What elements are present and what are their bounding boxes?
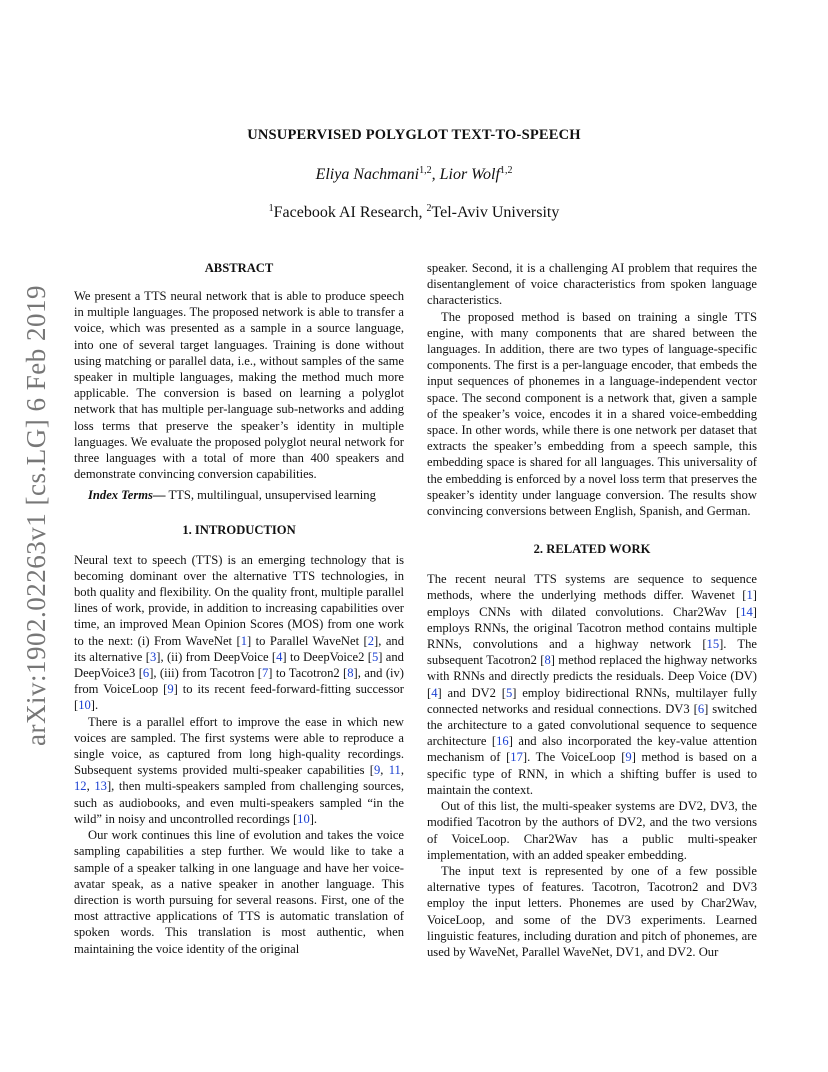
related-work-paragraph-1 xyxy=(427,571,757,798)
citation-link[interactable]: 12 xyxy=(74,779,87,794)
citation-link[interactable]: 17 xyxy=(510,750,523,765)
affiliation-org: Tel-Aviv University xyxy=(431,204,560,221)
citation-link[interactable]: 4 xyxy=(276,649,283,664)
citation-link[interactable]: 7 xyxy=(261,666,269,681)
citation-link[interactable]: 9 xyxy=(373,763,381,778)
author-separator: , xyxy=(431,166,440,183)
citation-link[interactable]: 16 xyxy=(496,734,509,749)
text-run: ], (ii) from DeepVoice [ xyxy=(156,649,277,664)
citation-link[interactable]: 15 xyxy=(706,637,720,652)
affiliation-line xyxy=(0,204,828,222)
text-run: ] and DeepVoice3 [ xyxy=(74,649,404,681)
text-run: ], (iii) from Tacotron [ xyxy=(149,666,262,681)
index-terms-text: TTS, multilingual, unsupervised learning xyxy=(165,488,376,503)
citation-link[interactable]: 8 xyxy=(544,653,551,668)
text-run: , xyxy=(380,763,389,778)
citation-link[interactable]: 5 xyxy=(505,685,513,700)
text-run: ] and also incorporated the key-value attention mechanism of [ xyxy=(427,734,757,765)
intro-paragraph-continued: speaker. Second, it is a challenging AI problem that requires the disentanglement of voice characteristics from spoken language characteristics. xyxy=(427,261,757,308)
intro-paragraph-2 xyxy=(74,714,404,827)
text-run: ] to Parallel WaveNet [ xyxy=(247,633,368,648)
text-run: ] and DV2 [ xyxy=(437,685,506,700)
author-affiliation-mark: 1,2 xyxy=(499,165,513,176)
author-name: Lior Wolf xyxy=(439,166,500,183)
citation-link[interactable]: 14 xyxy=(740,604,753,619)
text-run: ]. xyxy=(309,811,318,826)
citation-link[interactable]: 10 xyxy=(297,811,310,826)
related-work-paragraph-3: The input text is represented by one of a few possible alternative types of features. Tacotron, Tacotron2 and DV3 employ the input letters. Phonemes are used by Char2Wav, VoiceLoop, and some of the DV3 experiments. Learned linguistic features, including duration and pitch of phonemes, are used by WaveNet, Parallel WaveNet, DV1, and DV2. Our xyxy=(427,863,757,959)
text-run: There is a parallel effort to improve the ease in which new voices are sampled. The first systems were able to reproduce a single voice, as captured from long high-quality recordings. Subsequent systems provided multi-speaker capabilities [ xyxy=(74,714,404,778)
intro-heading: 1. INTRODUCTION xyxy=(182,522,296,537)
citation-link[interactable]: 9 xyxy=(167,682,174,697)
related-work-heading: 2. RELATED WORK xyxy=(533,542,651,557)
index-terms-label: Index Terms— xyxy=(88,488,166,503)
text-run: ] switched the architecture to a gated convolutional sequence to sequence architecture [ xyxy=(427,701,757,749)
arxiv-stamp-text: arXiv:1902.02263v1 [cs.LG] 6 Feb 2019 xyxy=(20,284,51,746)
text-run: ] method is based on a specific type of RNN, in which a shifting buffer is used to maintain the context. xyxy=(427,750,758,797)
citation-link[interactable]: 8 xyxy=(347,666,354,681)
text-run: , xyxy=(400,763,405,778)
text-run: ]. The VoiceLoop [ xyxy=(522,750,626,765)
right-column xyxy=(427,260,757,960)
arxiv-stamp xyxy=(18,284,54,746)
related-work-paragraph-2: Out of this list, the multi-speaker systems are DV2, DV3, the modified Tacotron by the authors of DV2, and the two versions of VoiceLoop. Char2Wav has a public multi-speaker implementation, with an added speaker embedding. xyxy=(427,799,757,862)
text-run: The recent neural TTS systems are sequence to sequence methods, where the underlying methods differ. Wavenet [ xyxy=(427,572,757,603)
intro-paragraph-method: The proposed method is based on training a single TTS engine, with many components that are shared between the languages. In addition, there are two types of language-specific components. The first is a per-language encoder, that embeds the input sequences of phonemes in a language-independent vector space. The second component is a network that, given a sample of the speaker’s voice, encodes it in a shared voice-embedding space. In other words, while there is one network per dataset that extracts the speaker’s embedding from a speech sample, this embedding space is shared for all languages. This universality of the embedding is enforced by a novel loss term that preserves the speaker’s identity under language conversion. The results show convincing conversions between English, Spanish, and German. xyxy=(427,309,757,519)
index-terms xyxy=(74,487,404,503)
text-run: , xyxy=(86,779,95,794)
text-run: ]. The subsequent Tacotron2 [ xyxy=(427,637,758,668)
text-run: ] employs RNNs, the original Tacotron method contains multiple RNNs, convolutions and a highway network [ xyxy=(427,604,757,652)
affiliation-org: Facebook AI Research, xyxy=(273,204,427,221)
citation-link[interactable]: 6 xyxy=(142,666,150,681)
intro-paragraph-3: Our work continues this line of evolution and takes the voice sampling capabilities a step further. We would like to take a sample of a speaker talking in one language and have her voice-avatar speak, as a native speaker in another language. This direction is worth pursuing for several reasons. First, one of the most attractive applications of TTS is automatic translation of spoken words. This translation is most authentic, when maintaining the voice identity of the original xyxy=(74,828,404,956)
text-run: ] employs CNNs with dilated convolutions. Char2Wav [ xyxy=(427,588,757,619)
abstract-text: We present a TTS neural network that is able to produce speech in multiple languages. The proposed network is able to transfer a voice, which was presented as a sample in a source language, into one of several target languages. Training is done without using matching or parallel data, i.e., without samples of the same speaker in multiple languages, making the method much more applicable. The conversion is based on learning a polyglot network that has multiple per-language sub-networks and adding loss terms that preserve the speaker’s identity in multiple languages. We evaluate the proposed polyglot neural network for three languages with a total of more than 400 speakers and demonstrate convincing conversion capabilities. xyxy=(74,289,404,482)
text-run: ]. xyxy=(90,698,99,713)
author-line xyxy=(0,166,828,184)
author-name: Eliya Nachmani xyxy=(315,166,420,183)
affiliation-mark: 1 xyxy=(268,203,274,214)
left-column xyxy=(74,260,404,957)
citation-link[interactable]: 11 xyxy=(388,763,401,778)
abstract-heading: ABSTRACT xyxy=(204,261,274,275)
citation-link[interactable]: 6 xyxy=(697,701,705,716)
text-run: ] to DeepVoice2 [ xyxy=(282,649,372,664)
citation-link[interactable]: 10 xyxy=(78,698,91,713)
citation-link[interactable]: 4 xyxy=(431,685,438,700)
text-run: ], and (iv) from VoiceLoop [ xyxy=(74,666,404,697)
text-run: ], and its alternative [ xyxy=(74,633,404,664)
affiliation-mark: 2 xyxy=(426,203,432,214)
citation-link[interactable]: 5 xyxy=(371,649,379,664)
text-run: ] to its recent feed-forward-fitting successor [ xyxy=(74,682,404,713)
intro-paragraph-1 xyxy=(74,552,404,714)
author-affiliation-mark: 1,2 xyxy=(419,165,432,176)
text-run: ] to Tacotron2 [ xyxy=(268,666,348,681)
citation-link[interactable]: 9 xyxy=(625,750,632,765)
text-run: ], then multi-speakers sampled from challenging sources, such as audiobooks, and even multi-speakers sampled “in the wild” in noisy and uncontrolled recordings [ xyxy=(74,779,404,826)
citation-link[interactable]: 1 xyxy=(746,588,753,603)
text-run: ] method replaced the highway networks with RNNs and directly predicts the residuals. Deep Voice (DV) [ xyxy=(427,653,757,700)
citation-link[interactable]: 13 xyxy=(94,779,107,794)
citation-link[interactable]: 2 xyxy=(367,633,375,648)
citation-link[interactable]: 3 xyxy=(149,649,157,664)
text-run: Neural text to speech (TTS) is an emerging technology that is becoming dominant over the alternative TTS technologies, in both quality and flexibility. On the quality front, multiple parallel lines of work, provide, in addition to increasing capabilities over time, an improved Mean Opinion Scores (MOS) from one work to the next: (i) From WaveNet [ xyxy=(74,552,404,648)
text-run: ] employ bidirectional RNNs, multilayer fully connected networks and residual connections. DV3 [ xyxy=(427,685,757,716)
citation-link[interactable]: 1 xyxy=(240,633,247,648)
paper-title: UNSUPERVISED POLYGLOT TEXT-TO-SPEECH xyxy=(247,127,581,143)
